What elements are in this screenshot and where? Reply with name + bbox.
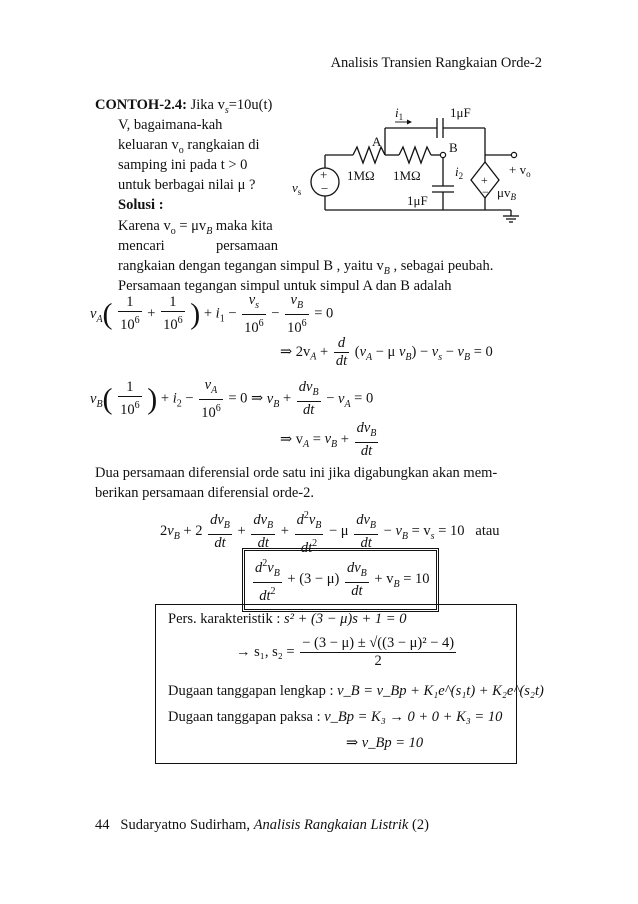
equation-node-b: $v_B$( $\frac{1}{10^6}$ ) + $i_2$ − $\frac{v_A}{10^6}$ = 0 ⇒ $v_B$ + $\frac{dv_B}{dt}$ − $v_A = 0$ — [90, 377, 374, 421]
example-line-3: keluaran $v_o$ rangkaian di — [118, 137, 260, 156]
running-header: Analisis Transien Rangkaian Orde-2 — [330, 55, 542, 71]
cap-bottom-label: 1μF — [407, 193, 428, 208]
footer-author: Sudaryatno Sudirham, — [120, 817, 251, 833]
footer-volume: (2) — [411, 817, 429, 833]
r2-label: 1MΩ — [393, 168, 421, 183]
solution-line-3: rangkaian dengan tegangan simpul B , yaitu $v_B$ , sebagai peubah. — [118, 258, 494, 277]
page-number: 44 — [95, 817, 110, 833]
node-a-label: A — [372, 134, 382, 149]
equation-node-a: $v_A$( $\frac{1}{10^6}$ + $\frac{1}{10^6}$ ) + $i_1$ − $\frac{v_s}{10^6}$ − $\frac{v_B}{10^6}$ = 0 — [90, 292, 334, 336]
svg-text:−: − — [321, 181, 329, 196]
combine-text-1: Dua persamaan diferensial orde satu ini jika digabungkan akan mem- — [95, 465, 498, 481]
svg-text:i2: $i_2$ — [455, 164, 464, 181]
forced-response: Dugaan tanggapan paksa : v_Bp = K₃ → 0 + 0 + K₃ = 10 — [168, 709, 503, 725]
svg-text:i1: $i_1$ — [395, 105, 404, 122]
boxed-ode: $\frac{d^2v_B}{dt^2}$ + (3 − μ) $\frac{dv_B}{dt}$ + $v_B = 10$ — [242, 548, 439, 612]
complete-response: Dugaan tanggapan lengkap : v_B = v_Bp + K₁e^(s₁t) + K₂e^(s₂t) — [168, 683, 544, 699]
combine-text-2: berikan persamaan diferensial orde-2. — [95, 485, 315, 501]
svg-text:−: − — [482, 185, 489, 199]
example-line-2: V, bagaimana-kah — [118, 117, 223, 133]
cap-top-label: 1μF — [450, 105, 471, 120]
svg-text:+ vo: + $v_o$ — [509, 162, 531, 179]
svg-text:μvB: $\mu v_B$ — [497, 185, 516, 202]
solution-label: Solusi : — [118, 197, 164, 213]
circuit-diagram — [285, 100, 545, 225]
combined-equation: $2v_B + 2$ $\frac{dv_B}{dt}$ + $\frac{dv_B}{dt}$ + $\frac{d^2v_B}{dt^2}$ − μ $\frac{dv_B}{dt}$ − $v_B = v_s = 10$ atau — [160, 507, 500, 557]
footer-book: Analisis Rangkaian Listrik — [253, 817, 409, 833]
forced-result: ⇒ v_Bp = 10 — [346, 735, 424, 751]
resistor-2-icon — [399, 147, 431, 163]
footer — [95, 815, 429, 835]
solution-line-1: Karena $v_o = \mu v_B$ maka kita — [118, 218, 273, 237]
atau-word: atau — [475, 523, 500, 540]
svg-text:+: + — [481, 173, 488, 187]
roots-eq: → s₁, s₂ = $\frac{\text{− (3 − μ) ± √((3 − μ)² − 4)}}{2}$ — [236, 635, 455, 669]
node-b-dot — [440, 152, 445, 157]
r1-label: 1MΩ — [347, 168, 375, 183]
example-line-5: untuk berbagai nilai μ ? — [118, 177, 256, 193]
output-terminal-dot — [511, 152, 516, 157]
svg-text:vs: $v_s$ — [292, 180, 302, 197]
resistor-1-icon — [353, 147, 385, 163]
example-line-4: samping ini pada t > 0 — [118, 157, 248, 173]
solution-line-4: Persamaan tegangan simpul untuk simpul A dan B adalah — [118, 278, 452, 294]
equation-va: ⇒ $v_A = v_B$ + $\frac{dv_B}{dt}$ — [280, 420, 377, 459]
solution-line-2: mencari persamaan — [118, 238, 278, 254]
characteristic-eq: Pers. karakteristik : s² + (3 − μ)s + 1 = 0 — [168, 611, 407, 627]
example-line-1: CONTOH-2.4: Jika $v_s=10u(t)$ — [95, 97, 273, 116]
example-label: CONTOH-2.4: — [95, 97, 187, 113]
svg-text:+: + — [320, 167, 328, 182]
equation-node-a-simplified: ⇒ $2v_A$ + $\frac{d}{dt}$ ($v_A - \mu$ $v_B) - v_s - v_B = 0$ — [280, 335, 493, 369]
node-b-label: B — [449, 140, 458, 155]
solution-box — [155, 604, 544, 764]
